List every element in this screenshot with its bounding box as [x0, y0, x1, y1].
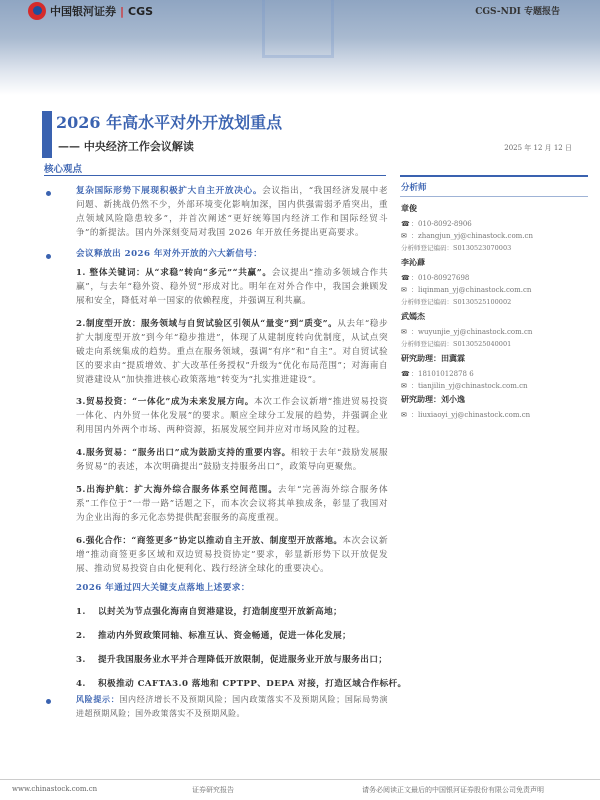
assistant-name: 研究助理：刘小逸: [401, 394, 465, 404]
body-text: 本次工作会议新增“推进贸易投资一体化、内外贸一体化发展”的要求。顺应全球分工发展的趋势，并强调企业利用国内外两个市场、两种资源，拓展发展空间并应对市场风险的过程。: [76, 397, 388, 435]
pillars-heading: 2026 年通过四大关键支点落地上述要求：: [76, 583, 250, 593]
pillar-item: [76, 605, 342, 617]
paragraph-bullet1: [76, 184, 388, 240]
lead-text: 5.出海护航：扩大海外综合服务体系空间范围。: [76, 485, 278, 495]
section-heading: 核心观点: [44, 164, 83, 175]
signal-item: [76, 534, 388, 576]
pillar-item: [76, 653, 387, 665]
footer-label: 证券研究报告: [192, 786, 234, 794]
signal-item: [76, 266, 388, 308]
analyst-email[interactable]: ✉ ：liqinman_yj@chinastock.com.cn: [401, 286, 532, 294]
title-accent-bar: [42, 111, 52, 158]
risk-note: [76, 692, 388, 721]
pillar-item: [76, 677, 407, 689]
mail-icon: ✉: [401, 232, 407, 240]
lead-text: 风险提示：: [76, 694, 120, 704]
bullet-icon: [46, 191, 51, 196]
cgs-watermark-logo: [262, 0, 334, 58]
footer-website[interactable]: www.chinastock.com.cn: [12, 785, 98, 793]
mail-icon: ✉: [401, 382, 407, 390]
analyst-reg: 分析师登记编码：S0130523070003: [401, 244, 512, 252]
lead-text: 3.贸易投资：“一体化”成为未来发展方向。: [76, 397, 255, 407]
body-text: 去年“完善海外综合服务体系”工作位于“一带一路”话题之下，而本次会议将其单独成条，彰显了我国对为企业出海的多元化态势提供配套服务的高度重视。: [76, 485, 389, 523]
body-text: 从去年“稳步扩大制度型开放”到今年“稳步推进”，体现了从建制度转向优制度，从试点突破走向系统集成的趋势。重点在服务领域，强调“有序”和“自主”。对自贸试验区的要求由“提质增效、扩大改革任务授权”升级为“优化布局范围”；对海南自贸港建设从“加快推进核心政策落地”转变为“扎实推进建设”。: [76, 319, 389, 385]
lead-text: 2.制度型开放：服务领域与自贸试验区引领从“量变”到“质变”。: [76, 319, 338, 329]
lead-text: 6.强化合作：“商签更多”协定以推动自主开放、制度型开放落地。: [76, 536, 343, 546]
divider: [400, 175, 588, 177]
analyst-email[interactable]: ✉ ：wuyunjie_yj@chinastock.com.cn: [401, 328, 533, 336]
assistant-email[interactable]: ✉ ：liuxiaoyi_yj@chinastock.com.cn: [401, 411, 531, 419]
page-title: 2026 年高水平对外开放划重点: [56, 113, 283, 132]
lead-text: 复杂国际形势下展现积极扩大自主开放决心。: [76, 186, 263, 196]
page-subtitle: —— 中央经济工作会议解读: [58, 140, 194, 153]
phone-icon: ☎: [401, 370, 410, 378]
body-text: 相较于去年“鼓励发展服务贸易”的表述，本次明确提出“鼓励支持服务出口”，政策导向更聚焦。: [76, 448, 388, 472]
mail-icon: ✉: [401, 328, 407, 336]
body-text: 国内经济增长不及预期风险；国内政策落实不及预期风险；国际局势演进超预期风险；国外政策落实不及预期风险。: [76, 695, 389, 718]
analyst-heading: 分析师: [401, 183, 427, 193]
lead-text: 1. 整体关键词：从“求稳”转向“多元”“共赢”。: [76, 268, 272, 278]
pillar-text: 积极推动 CAFTA3.0 落地和 CPTPP、DEPA 对接，打造区域合作标杆。: [98, 679, 407, 689]
body-text: 会议指出，“我国经济发展中老问题、新挑战仍然不少，外部环境变化影响加深，国内供强需弱矛盾突出，重点领域风险隐患较多”，并首次阐述“更好统筹国内经济工作和国际经贸斗争”的新提法。国内外深刻变局对我国 2026 年开放任务提出更高要求。: [76, 186, 388, 238]
analyst-name: 李沁蕼: [401, 257, 425, 267]
body-text: 会议提出“推动多领域合作共赢”，与去年“稳外资、稳外贸”形成对比。明年在对外合作中，我国会兼顾发展和安全，降低对单一国家的依赖程度，并强调互利共赢。: [76, 268, 388, 306]
pillar-text: 提升我国服务业水平并合理降低开放限制，促进服务业开放与服务出口；: [98, 655, 388, 665]
signal-item: [76, 446, 388, 474]
bullet-icon: [46, 699, 51, 704]
phone-icon: ☎: [401, 220, 410, 228]
analyst-email[interactable]: ✉ ：zhangjun_yj@chinastock.com.cn: [401, 232, 533, 240]
pillar-item: [76, 629, 351, 641]
signal-item: [76, 317, 388, 387]
pillar-num: 4.: [76, 679, 86, 689]
divider: [400, 196, 588, 197]
signals-heading: 会议释放出 2026 年对外开放的六大新信号：: [76, 249, 263, 259]
report-date: 2025 年 12 月 12 日: [504, 144, 572, 152]
signal-item: [76, 483, 388, 525]
brand-logo: 中国银河证券 | CGS: [28, 2, 153, 20]
phone-icon: ☎: [401, 274, 410, 282]
footer-disclaimer: 请务必阅读正文最后的中国银河证券股份有限公司免责声明: [362, 786, 544, 794]
pillar-num: 3.: [76, 655, 86, 665]
divider: [44, 175, 386, 176]
assistant-email[interactable]: ✉ ：tianjilin_yj@chinastock.com.cn: [401, 382, 528, 390]
lead-text: 4.服务贸易：“服务出口”成为鼓励支持的重要内容。: [76, 448, 291, 458]
analyst-reg: 分析师登记编码：S0130525040001: [401, 340, 512, 348]
footer-divider: [0, 779, 600, 780]
report-type: CGS-NDI 专题报告: [475, 7, 560, 17]
analyst-reg: 分析师登记编码：S0130525100002: [401, 298, 512, 306]
pillar-num: 1.: [76, 607, 86, 617]
pillar-text: 以封关为节点强化海南自贸港建设，打造制度型开放新高地；: [98, 607, 343, 617]
pillar-text: 推动内外贸政策同轴、标准互认、资金畅通，促进一体化发展；: [98, 631, 352, 641]
brand-name-en: CGS: [128, 4, 154, 18]
analyst-name: 章俊: [401, 203, 417, 213]
bullet-icon: [46, 254, 51, 259]
mail-icon: ✉: [401, 411, 407, 419]
pillar-num: 2.: [76, 631, 86, 641]
signal-item: [76, 395, 388, 437]
body-text: 本次会议新增“推动商签更多区域和双边贸易投资协定”要求，彰显新形势下以开放促发展、推动贸易投资自由化便利化、践行经济全球化的重要决心。: [76, 536, 388, 574]
brand-name: 中国银河证券: [50, 5, 116, 18]
analyst-phone: ☎：010-80927698: [401, 274, 470, 282]
mail-icon: ✉: [401, 286, 407, 294]
analyst-name: 武嫣杰: [401, 311, 425, 321]
analyst-phone: ☎：010-8092-8906: [401, 220, 472, 228]
logo-icon: [28, 2, 46, 20]
assistant-name: 研究助理：田冀霖: [401, 353, 465, 363]
assistant-phone: ☎：18101012878 6: [401, 370, 474, 378]
